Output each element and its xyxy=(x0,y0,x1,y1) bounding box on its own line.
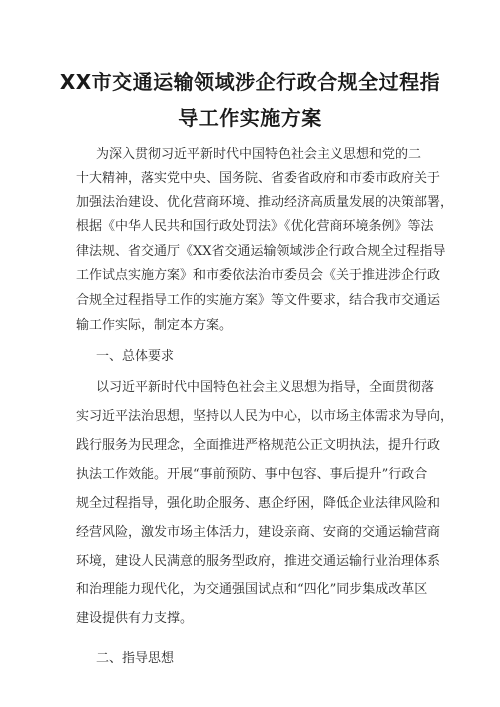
paragraph-line: 建设提供有力支撑。 xyxy=(76,611,194,626)
paragraph-line: 合规全过程指导工作的实施方案》等文件要求，结合我市交通运 xyxy=(76,293,441,308)
section-heading-guiding-ideology: 二、指导思想 xyxy=(96,651,175,666)
paragraph-line: 经营风险，激发市场主体活力，建设亲商、安商的交通运输营商 xyxy=(76,525,441,540)
document-title-line-2: 导工作实施方案 xyxy=(178,106,322,130)
paragraph-line: 加强法治建设、优化营商环境、推动经济高质量发展的决策部署， xyxy=(76,195,454,210)
paragraph-line: 环境，建设人民满意的服务型政府，推进交通运输行业治理体系 xyxy=(76,554,441,569)
paragraph-line: 规全过程指导，强化助企服务、惠企纾困，降低企业法律风险和 xyxy=(76,496,441,511)
paragraph-line: 十大精神，落实党中央、国务院、省委省政府和市委市政府关于 xyxy=(76,171,441,186)
paragraph-line: 工作试点实施方案》和市委依法治市委员会《关于推进涉企行政 xyxy=(76,268,441,283)
paragraph-line: 践行服务为民理念，全面推进严格规范公正文明执法，提升行政 xyxy=(76,438,441,453)
paragraph-line: 为深入贯彻习近平新时代中国特色社会主义思想和党的二 xyxy=(96,147,422,162)
paragraph-line: 以习近平新时代中国特色社会主义思想为指导，全面贯彻落 xyxy=(96,380,435,395)
paragraph-line: 执法工作效能。开展“事前预防、事中包容、事后提升”行政合 xyxy=(76,467,428,482)
document-title-line-1: XX市交通运输领域涉企行政合规全过程指 xyxy=(59,70,441,94)
paragraph-line: 输工作实际，制定本方案。 xyxy=(76,318,233,333)
paragraph-line: 律法规、省交通厅《XX省交通运输领域涉企行政合规全过程指导 xyxy=(76,244,446,259)
paragraph-line: 实习近平法治思想，坚持以人民为中心，以市场主体需求为导向， xyxy=(76,409,454,424)
section-heading-overall-requirements: 一、总体要求 xyxy=(96,349,175,364)
paragraph-line: 和治理能力现代化，为交通强国试点和“四化”同步集成改革区 xyxy=(76,582,428,597)
paragraph-line: 根据《中华人民共和国行政处罚法》《优化营商环境条例》等法 xyxy=(76,219,434,234)
